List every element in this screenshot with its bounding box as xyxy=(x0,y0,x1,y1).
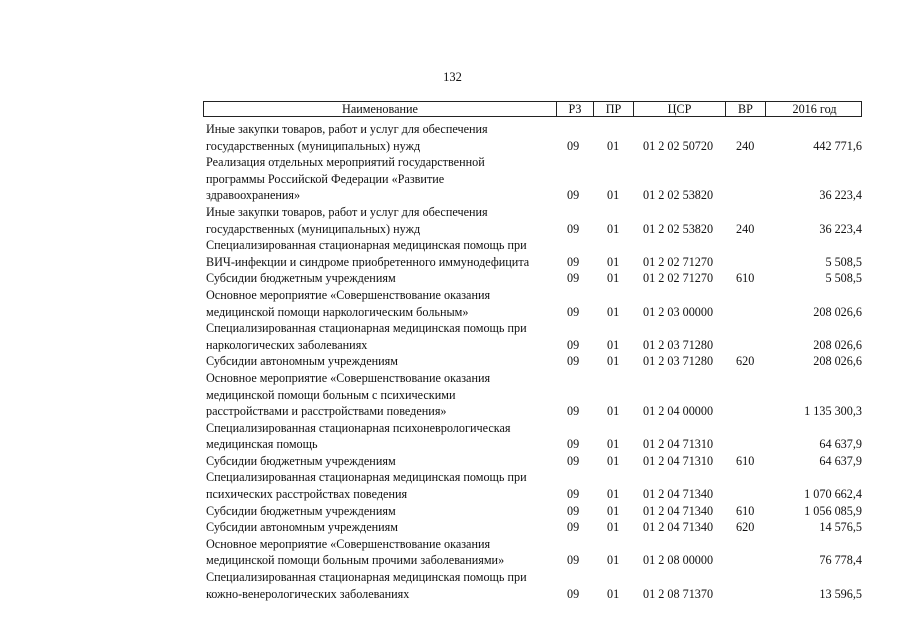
row-csr: 01 2 04 00000 xyxy=(643,404,714,419)
row-name xyxy=(206,469,551,502)
row-csr: 01 2 08 00000 xyxy=(643,553,714,568)
row-amount: 5 508,5 xyxy=(825,254,862,269)
row-rz: 09 xyxy=(567,437,580,452)
row-rz: 09 xyxy=(567,354,580,369)
row-csr: 01 2 02 50720 xyxy=(643,138,714,153)
header-year: 2016 год xyxy=(765,102,863,116)
row-rz: 09 xyxy=(567,453,580,468)
row-amount: 36 223,4 xyxy=(819,188,862,203)
row-rz: 09 xyxy=(567,404,580,419)
table-row xyxy=(206,519,866,536)
row-name-line: Специализированная стационарная медицинская помощь при xyxy=(206,321,527,336)
row-rz: 09 xyxy=(567,520,580,535)
row-name xyxy=(206,121,551,154)
row-vr: 610 xyxy=(736,271,755,286)
header-vr: ВР xyxy=(725,102,765,116)
row-name-line: Субсидии автономным учреждениям xyxy=(206,354,398,369)
row-pr: 01 xyxy=(607,553,620,568)
row-name-line: программы Российской Федерации «Развитие xyxy=(206,171,445,186)
row-name-line: Основное мероприятие «Совершенствование оказания xyxy=(206,287,491,302)
row-amount: 64 637,9 xyxy=(819,453,862,468)
row-amount: 5 508,5 xyxy=(825,271,862,286)
table-row xyxy=(206,237,866,270)
row-rz: 09 xyxy=(567,487,580,502)
row-pr: 01 xyxy=(607,453,620,468)
row-pr: 01 xyxy=(607,138,620,153)
row-vr: 620 xyxy=(736,520,755,535)
header-pr: ПР xyxy=(593,102,633,116)
row-name-line: Специализированная стационарная медицинская помощь при xyxy=(206,238,527,253)
row-name xyxy=(206,519,551,536)
row-rz: 09 xyxy=(567,138,580,153)
row-csr: 01 2 04 71340 xyxy=(643,503,714,518)
row-amount: 13 596,5 xyxy=(819,586,862,601)
page-number: 132 xyxy=(443,70,462,84)
table-row xyxy=(206,204,866,237)
table-row xyxy=(206,370,866,420)
row-pr: 01 xyxy=(607,304,620,319)
row-csr: 01 2 02 53820 xyxy=(643,188,714,203)
row-name-line: Основное мероприятие «Совершенствование оказания xyxy=(206,370,491,385)
row-pr: 01 xyxy=(607,487,620,502)
row-amount: 1 135 300,3 xyxy=(804,404,862,419)
row-amount: 208 026,6 xyxy=(813,304,862,319)
row-csr: 01 2 04 71310 xyxy=(643,437,714,452)
table-row xyxy=(206,469,866,502)
row-name-line: Субсидии бюджетным учреждениям xyxy=(206,503,396,518)
row-name-line: расстройствами и расстройствами поведения» xyxy=(206,404,447,419)
row-name xyxy=(206,204,551,237)
row-name xyxy=(206,353,551,370)
row-name-line: психических расстройствах поведения xyxy=(206,487,408,502)
table-row xyxy=(206,320,866,353)
row-csr: 01 2 03 00000 xyxy=(643,304,714,319)
row-pr: 01 xyxy=(607,503,620,518)
row-pr: 01 xyxy=(607,437,620,452)
row-name-line: наркологических заболеваниях xyxy=(206,337,368,352)
row-name xyxy=(206,320,551,353)
row-csr: 01 2 02 71270 xyxy=(643,254,714,269)
table-body xyxy=(206,121,866,602)
table-row xyxy=(206,569,866,602)
row-rz: 09 xyxy=(567,553,580,568)
row-pr: 01 xyxy=(607,337,620,352)
row-rz: 09 xyxy=(567,304,580,319)
row-name-line: государственных (муниципальных) нужд xyxy=(206,138,421,153)
table-row xyxy=(206,453,866,470)
row-rz: 09 xyxy=(567,254,580,269)
row-pr: 01 xyxy=(607,404,620,419)
row-pr: 01 xyxy=(607,586,620,601)
row-vr: 240 xyxy=(736,138,755,153)
row-name-line: Реализация отдельных мероприятий государственной xyxy=(206,155,485,170)
row-rz: 09 xyxy=(567,188,580,203)
row-amount: 36 223,4 xyxy=(819,221,862,236)
row-csr: 01 2 04 71340 xyxy=(643,520,714,535)
header-csr: ЦСР xyxy=(633,102,725,116)
table-row xyxy=(206,270,866,287)
row-name xyxy=(206,370,551,420)
row-csr: 01 2 02 71270 xyxy=(643,271,714,286)
row-name-line: Специализированная стационарная медицинская помощь при xyxy=(206,570,527,585)
row-rz: 09 xyxy=(567,337,580,352)
row-name xyxy=(206,569,551,602)
row-name-line: ВИЧ-инфекции и синдроме приобретенного иммунодефицита xyxy=(206,254,530,269)
row-amount: 1 056 085,9 xyxy=(804,503,862,518)
row-amount: 208 026,6 xyxy=(813,337,862,352)
table-row xyxy=(206,121,866,154)
row-name-line: медицинская помощь xyxy=(206,437,318,452)
row-name-line: медицинской помощи больным с психическими xyxy=(206,387,456,402)
row-amount: 64 637,9 xyxy=(819,437,862,452)
table-row xyxy=(206,503,866,520)
row-pr: 01 xyxy=(607,254,620,269)
row-pr: 01 xyxy=(607,520,620,535)
row-amount: 208 026,6 xyxy=(813,354,862,369)
row-name-line: кожно-венерологических заболеваниях xyxy=(206,586,410,601)
row-name-line: Иные закупки товаров, работ и услуг для обеспечения xyxy=(206,204,488,219)
row-name-line: Субсидии бюджетным учреждениям xyxy=(206,453,396,468)
table-row xyxy=(206,536,866,569)
table-header xyxy=(203,101,862,117)
row-name-line: государственных (муниципальных) нужд xyxy=(206,221,421,236)
row-name-line: Субсидии бюджетным учреждениям xyxy=(206,271,396,286)
row-csr: 01 2 04 71310 xyxy=(643,453,714,468)
row-pr: 01 xyxy=(607,354,620,369)
row-name-line: здравоохранения» xyxy=(206,188,301,203)
row-amount: 76 778,4 xyxy=(819,553,862,568)
row-name xyxy=(206,287,551,320)
row-rz: 09 xyxy=(567,503,580,518)
row-name xyxy=(206,420,551,453)
table-row xyxy=(206,287,866,320)
row-pr: 01 xyxy=(607,271,620,286)
row-csr: 01 2 08 71370 xyxy=(643,586,714,601)
row-pr: 01 xyxy=(607,221,620,236)
row-rz: 09 xyxy=(567,271,580,286)
row-name xyxy=(206,237,551,270)
row-name-line: Специализированная стационарная медицинская помощь при xyxy=(206,470,527,485)
row-name-line: медицинской помощи больным прочими заболеваниями» xyxy=(206,553,505,568)
row-name xyxy=(206,270,551,287)
row-vr: 620 xyxy=(736,354,755,369)
row-name xyxy=(206,453,551,470)
row-name xyxy=(206,536,551,569)
row-csr: 01 2 03 71280 xyxy=(643,354,714,369)
row-name-line: Основное мероприятие «Совершенствование оказания xyxy=(206,536,491,551)
row-pr: 01 xyxy=(607,188,620,203)
row-vr: 610 xyxy=(736,453,755,468)
row-csr: 01 2 02 53820 xyxy=(643,221,714,236)
row-name-line: Иные закупки товаров, работ и услуг для обеспечения xyxy=(206,122,488,136)
row-amount: 14 576,5 xyxy=(819,520,862,535)
header-rz: РЗ xyxy=(556,102,593,116)
table-row xyxy=(206,154,866,204)
row-amount: 442 771,6 xyxy=(813,138,862,153)
row-name-line: медицинской помощи наркологическим больным» xyxy=(206,304,469,319)
row-vr: 240 xyxy=(736,221,755,236)
row-csr: 01 2 04 71340 xyxy=(643,487,714,502)
row-name xyxy=(206,503,551,520)
row-rz: 09 xyxy=(567,221,580,236)
row-csr: 01 2 03 71280 xyxy=(643,337,714,352)
row-amount: 1 070 662,4 xyxy=(804,487,862,502)
row-vr: 610 xyxy=(736,503,755,518)
row-rz: 09 xyxy=(567,586,580,601)
row-name xyxy=(206,154,551,204)
header-name: Наименование xyxy=(342,102,418,116)
row-name-line: Субсидии автономным учреждениям xyxy=(206,520,398,535)
table-row xyxy=(206,353,866,370)
table-row xyxy=(206,420,866,453)
row-name-line: Специализированная стационарная психоневрологическая xyxy=(206,420,511,435)
